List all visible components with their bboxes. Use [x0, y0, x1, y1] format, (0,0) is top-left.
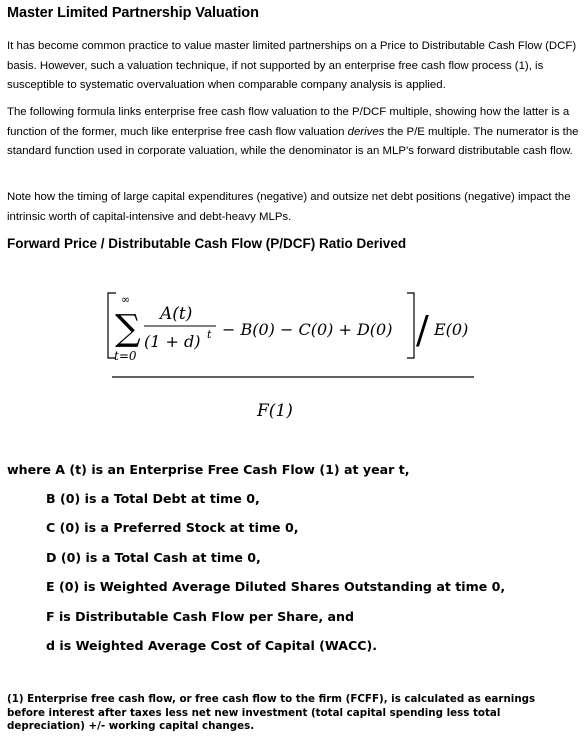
formula-graphic	[0, 280, 585, 430]
definition-item: D (0) is a Total Cash at time 0,	[46, 550, 261, 565]
paragraph-text: The following formula links enterprise free cash flow valuation to the P/DCF multiple, showing how the latter is a function of the former, much like enterprise free cash flow valuation	[7, 106, 570, 138]
numerator-term: A(t)	[160, 304, 193, 324]
sum-lower-limit: t=0	[114, 349, 137, 363]
paragraph-emphasis: derives	[347, 125, 385, 138]
formula-terms: − B(0) − C(0) + D(0)	[222, 320, 393, 339]
paragraph-formula-explanation	[7, 103, 579, 162]
definition-item: B (0) is a Total Debt at time 0,	[46, 491, 260, 506]
division-slash: /	[416, 308, 429, 352]
denominator-term: (1 + d)	[144, 332, 201, 351]
sum-symbol: ∑	[115, 308, 141, 349]
right-bracket	[407, 293, 414, 358]
definition-item: F is Distributable Cash Flow per Share, and	[46, 609, 355, 624]
exponent: t	[207, 328, 212, 341]
definition-lead: where A (t) is an Enterprise Free Cash Flow (1) at year t,	[7, 462, 410, 477]
paragraph-text: the P/E multiple. The numerator is the standard function used in corporate valuation, while the denominator is an MLP’s forward distributable cash flow.	[7, 125, 579, 157]
document-title: Master Limited Partnership Valuation	[7, 5, 259, 21]
definition-item: d is Weighted Average Cost of Capital (WACC).	[46, 638, 377, 653]
section-title: Forward Price / Distributable Cash Flow (P/DCF) Ratio Derived	[7, 236, 407, 251]
footnote: (1) Enterprise free cash flow, or free cash flow to the firm (FCFF), is calculated as earnings before interest after taxes less net new investment (total capital spending less total depreciation) +/- working capital changes.	[7, 693, 536, 732]
definition-item: E (0) is Weighted Average Diluted Shares Outstanding at time 0,	[46, 579, 506, 594]
divisor-term: E(0)	[434, 320, 469, 339]
paragraph-note: Note how the timing of large capital expenditures (negative) and outsize net debt positions (negative) impact the intrinsic worth of capital-intensive and debt-heavy MLPs.	[7, 191, 571, 223]
sum-upper-limit: ∞	[121, 293, 131, 306]
paragraph-intro: It has become common practice to value master limited partnerships on a Price to Distributable Cash Flow (DCF) basis. However, such a valuation technique, if not supported by an enterprise free cash flow process (1), is susceptible to systematic overvaluation when comparable company analysis is applied.	[7, 40, 577, 91]
bottom-term: F(1)	[257, 401, 293, 421]
definition-item: C (0) is a Preferred Stock at time 0,	[46, 520, 299, 535]
pdcf-formula	[0, 280, 585, 430]
